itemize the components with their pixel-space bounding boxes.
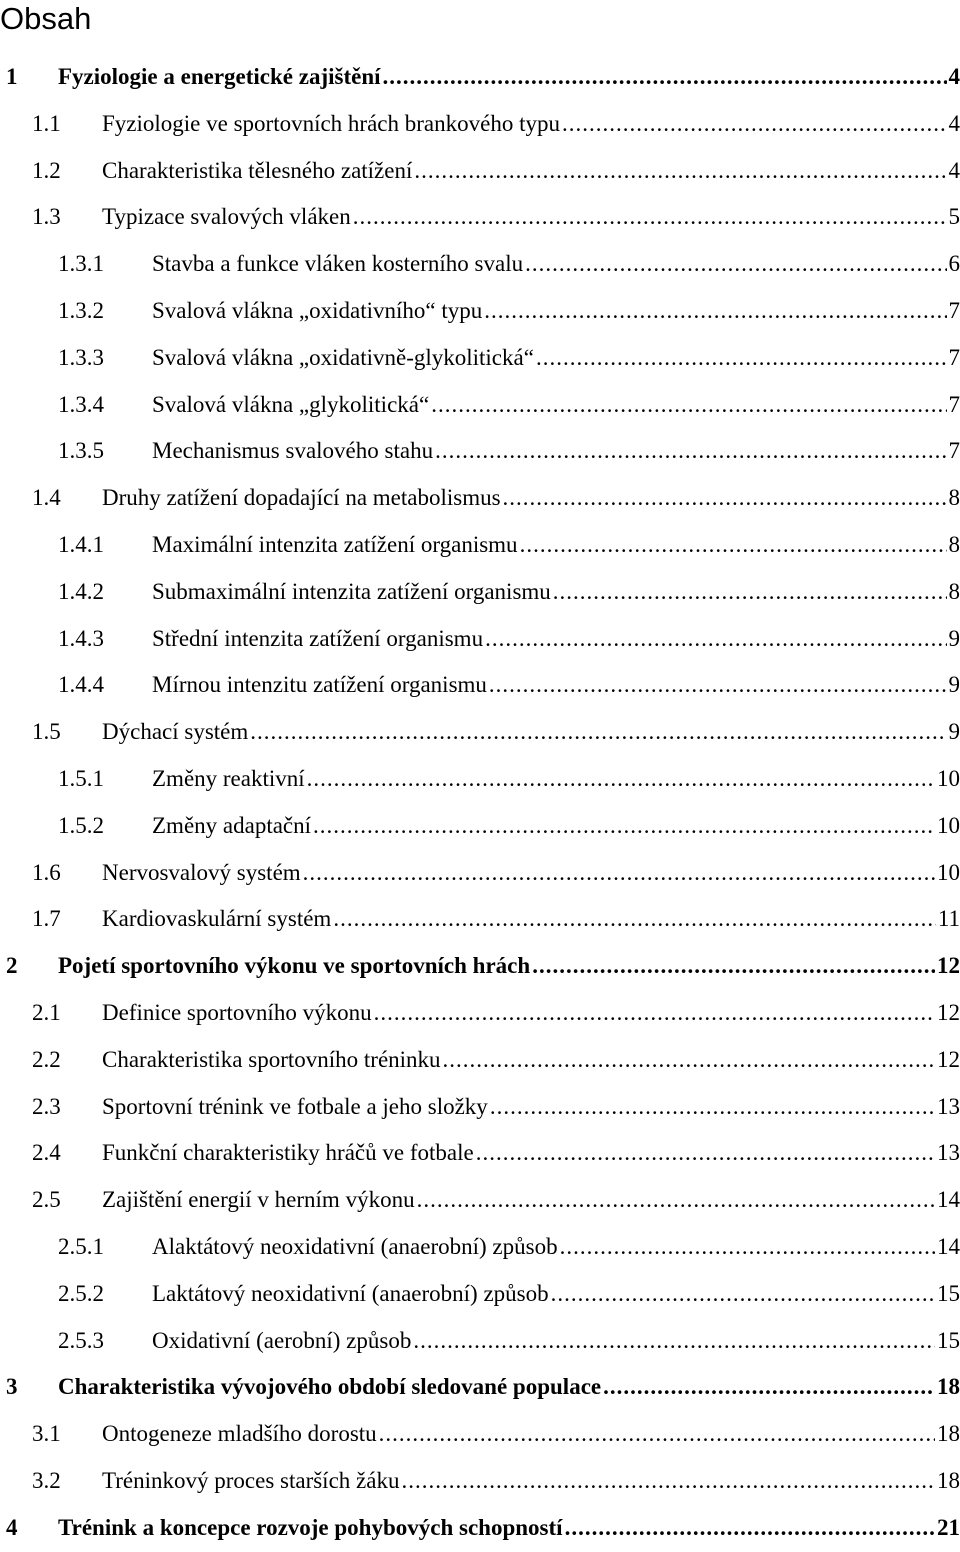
toc-entry[interactable] [0,1084,960,1131]
toc-entry-page-number: 15 [937,1271,960,1318]
toc-entry-title: Funkční charakteristiky hráčů ve fotbale [102,1130,474,1177]
toc-entry-number: 1.4.3 [58,616,104,663]
dot-leader [435,428,946,475]
dot-leader [303,850,935,897]
toc-entry-body [102,1037,960,1084]
toc-entry[interactable] [0,241,960,288]
dot-leader [536,335,947,382]
dot-leader [489,662,947,709]
toc-entry-title: Svalová vlákna „oxidativně-glykolitická“ [152,335,534,382]
toc-entry[interactable] [0,288,960,335]
dot-leader [503,475,947,522]
toc-entry-body [102,1084,960,1131]
toc-entry-number: 3 [6,1364,18,1411]
toc-entry[interactable] [0,616,960,663]
toc-entry-body [58,943,960,990]
toc-entry[interactable] [0,194,960,241]
toc-entry-body [152,522,960,569]
toc-entry-number: 1.5.1 [58,756,104,803]
toc-entry[interactable] [0,428,960,475]
toc-entry-number: 1.3.3 [58,335,104,382]
toc-entry[interactable] [0,1224,960,1271]
toc-entry-page-number: 4 [949,54,960,101]
toc-entry-page-number: 12 [937,1037,960,1084]
toc-entry-page-number: 10 [937,850,960,897]
toc-entry-title: Pojetí sportovního výkonu ve sportovních hrách [58,943,530,990]
toc-entry-body [102,850,960,897]
toc-entry-body [58,1364,960,1411]
toc-entry[interactable] [0,896,960,943]
toc-entry-page-number: 4 [949,148,960,195]
toc-entry-number: 2.1 [32,990,61,1037]
toc-entry-body [58,54,960,101]
toc-entry-title: Charakteristika vývojového období sledované populace [58,1364,601,1411]
toc-entry-number: 1.6 [32,850,61,897]
dot-leader [476,1130,935,1177]
toc-entry-number: 2.2 [32,1037,61,1084]
toc-entry-title: Fyziologie ve sportovních hrách brankového typu [102,101,560,148]
toc-entry-page-number: 13 [937,1130,960,1177]
toc-entry[interactable] [0,943,960,990]
toc-entry-number: 1.5.2 [58,803,104,850]
dot-leader [401,1458,935,1505]
toc-entry-number: 1.4.1 [58,522,104,569]
toc-entry[interactable] [0,382,960,429]
toc-entry-body [102,1130,960,1177]
dot-leader [431,382,946,429]
toc-entry-page-number: 15 [937,1318,960,1365]
toc-entry-title: Typizace svalových vláken [102,194,351,241]
toc-entry-page-number: 5 [949,194,960,241]
toc-entry-body [58,1505,960,1552]
toc-entry[interactable] [0,709,960,756]
toc-entry-body [102,1411,960,1458]
toc-entry-page-number: 18 [937,1458,960,1505]
toc-entry-body [152,569,960,616]
toc-entry[interactable] [0,662,960,709]
dot-leader [313,803,935,850]
dot-leader [565,1505,935,1552]
toc-entry-page-number: 12 [937,990,960,1037]
dot-leader [383,54,947,101]
toc-entry-number: 2.5.3 [58,1318,104,1365]
toc-entry-title: Mechanismus svalového stahu [152,428,433,475]
toc-entry-title: Oxidativní (aerobní) způsob [152,1318,411,1365]
toc-entry-number: 1.1 [32,101,61,148]
toc-entry-number: 1.3.4 [58,382,104,429]
dot-leader [520,522,947,569]
dot-leader [484,288,946,335]
toc-entry-title: Dýchací systém [102,709,248,756]
toc-entry-page-number: 9 [949,662,960,709]
toc-entry-number: 1.2 [32,148,61,195]
toc-entry[interactable] [0,148,960,195]
toc-entry[interactable] [0,522,960,569]
toc-entry[interactable] [0,569,960,616]
toc-entry-page-number: 7 [949,335,960,382]
toc-entry-body [102,990,960,1037]
toc-entry-page-number: 8 [949,569,960,616]
dot-leader [490,1084,935,1131]
dot-leader [414,148,946,195]
toc-entry-page-number: 7 [949,288,960,335]
toc-entry-number: 2.5.2 [58,1271,104,1318]
toc-entry-number: 1.3 [32,194,61,241]
toc-entry-body [102,1177,960,1224]
toc-entry-page-number: 9 [949,616,960,663]
toc-entry[interactable] [0,1458,960,1505]
toc-entry-page-number: 9 [949,709,960,756]
toc-entry-title: Zajištění energií v herním výkonu [102,1177,415,1224]
toc-entry-number: 1 [6,54,18,101]
toc-entry-page-number: 12 [937,943,960,990]
dot-leader [525,241,946,288]
toc-entry-number: 1.3.2 [58,288,104,335]
toc-entry-body [102,101,960,148]
toc-entry[interactable] [0,1364,960,1411]
toc-entry-body [152,1318,960,1365]
toc-entry[interactable] [0,1411,960,1458]
toc-entry-title: Mírnou intenzitu zatížení organismu [152,662,487,709]
toc-entry[interactable] [0,475,960,522]
toc-entry-page-number: 14 [937,1224,960,1271]
page-title: Obsah [0,0,91,38]
toc-entry-title: Střední intenzita zatížení organismu [152,616,483,663]
toc-entry-title: Změny adaptační [152,803,311,850]
dot-leader [333,896,936,943]
toc-entry-title: Sportovní trénink ve fotbale a jeho složky [102,1084,488,1131]
dot-leader [485,616,946,663]
toc-entry-title: Druhy zatížení dopadající na metabolismus [102,475,501,522]
dot-leader [307,756,935,803]
toc-entry-title: Charakteristika sportovního tréninku [102,1037,441,1084]
toc-entry-number: 1.5 [32,709,61,756]
toc-entry-number: 2.3 [32,1084,61,1131]
toc-entry-number: 2.4 [32,1130,61,1177]
toc-entry-page-number: 18 [937,1411,960,1458]
toc-entry-title: Svalová vlákna „glykolitická“ [152,382,429,429]
toc-entry-page-number: 10 [937,803,960,850]
dot-leader [353,194,947,241]
toc-entry[interactable] [0,1130,960,1177]
toc-entry-number: 1.3.1 [58,241,104,288]
toc-entry-number: 2.5 [32,1177,61,1224]
toc-entry-title: Maximální intenzita zatížení organismu [152,522,518,569]
toc-entry-number: 1.4 [32,475,61,522]
toc-entry-body [102,194,960,241]
toc-entry[interactable] [0,1318,960,1365]
toc-entry-title: Kardiovaskulární systém [102,896,331,943]
toc-entry-title: Alaktátový neoxidativní (anaerobní) způsob [152,1224,558,1271]
toc-entry-body [102,148,960,195]
toc-entry-number: 4 [6,1505,18,1552]
toc-entry[interactable] [0,101,960,148]
dot-leader [417,1177,935,1224]
toc-entry-body [102,1458,960,1505]
toc-entry-title: Změny reaktivní [152,756,305,803]
toc-entry-page-number: 8 [949,475,960,522]
toc-entry-body [152,616,960,663]
toc-entry[interactable] [0,803,960,850]
toc-entry-body [102,475,960,522]
toc-entry-body [152,803,960,850]
dot-leader [250,709,946,756]
toc-entry-page-number: 11 [938,896,960,943]
toc-entry-number: 1.4.2 [58,569,104,616]
toc-entry-body [152,335,960,382]
toc-entry-title: Definice sportovního výkonu [102,990,372,1037]
toc-entry-number: 3.1 [32,1411,61,1458]
toc-entry-number: 2.5.1 [58,1224,104,1271]
toc-entry-number: 3.2 [32,1458,61,1505]
toc-entry-body [102,709,960,756]
table-of-contents [0,54,960,1552]
toc-entry-body [152,1224,960,1271]
toc-entry-number: 1.3.5 [58,428,104,475]
toc-entry-title: Ontogeneze mladšího dorostu [102,1411,377,1458]
toc-entry[interactable] [0,850,960,897]
toc-entry[interactable] [0,1037,960,1084]
dot-leader [603,1364,935,1411]
toc-entry[interactable] [0,756,960,803]
toc-entry-title: Trénink a koncepce rozvoje pohybových schopností [58,1505,563,1552]
dot-leader [374,990,935,1037]
toc-entry-body [152,428,960,475]
toc-entry-title: Laktátový neoxidativní (anaerobní) způsob [152,1271,549,1318]
toc-entry[interactable] [0,1271,960,1318]
dot-leader [532,943,935,990]
toc-entry-page-number: 7 [949,428,960,475]
toc-entry-page-number: 7 [949,382,960,429]
toc-entry-body [152,662,960,709]
dot-leader [560,1224,935,1271]
toc-entry[interactable] [0,54,960,101]
toc-entry-body [152,1271,960,1318]
toc-entry-page-number: 13 [937,1084,960,1131]
toc-entry-page-number: 8 [949,522,960,569]
dot-leader [443,1037,935,1084]
toc-entry-title: Svalová vlákna „oxidativního“ typu [152,288,482,335]
toc-entry-number: 2 [6,943,18,990]
toc-entry-title: Tréninkový proces starších žáku [102,1458,399,1505]
toc-entry-title: Stavba a funkce vláken kosterního svalu [152,241,523,288]
dot-leader [379,1411,935,1458]
toc-entry-page-number: 21 [937,1505,960,1552]
toc-entry[interactable] [0,1505,960,1552]
dot-leader [413,1318,935,1365]
toc-entry-body [152,288,960,335]
toc-entry-number: 1.4.4 [58,662,104,709]
toc-entry-title: Nervosvalový systém [102,850,301,897]
toc-entry-page-number: 18 [937,1364,960,1411]
toc-entry-body [102,896,960,943]
toc-entry-title: Fyziologie a energetické zajištění [58,54,381,101]
dot-leader [551,1271,935,1318]
toc-entry-title: Charakteristika tělesného zatížení [102,148,412,195]
toc-entry[interactable] [0,335,960,382]
toc-entry-body [152,241,960,288]
toc-entry-page-number: 4 [949,101,960,148]
dot-leader [562,101,947,148]
toc-entry-page-number: 6 [949,241,960,288]
toc-entry-title: Submaximální intenzita zatížení organismu [152,569,551,616]
dot-leader [553,569,947,616]
toc-entry-page-number: 10 [937,756,960,803]
toc-entry-body [152,756,960,803]
toc-entry[interactable] [0,1177,960,1224]
toc-entry-number: 1.7 [32,896,61,943]
toc-entry-page-number: 14 [937,1177,960,1224]
toc-entry[interactable] [0,990,960,1037]
toc-entry-body [152,382,960,429]
